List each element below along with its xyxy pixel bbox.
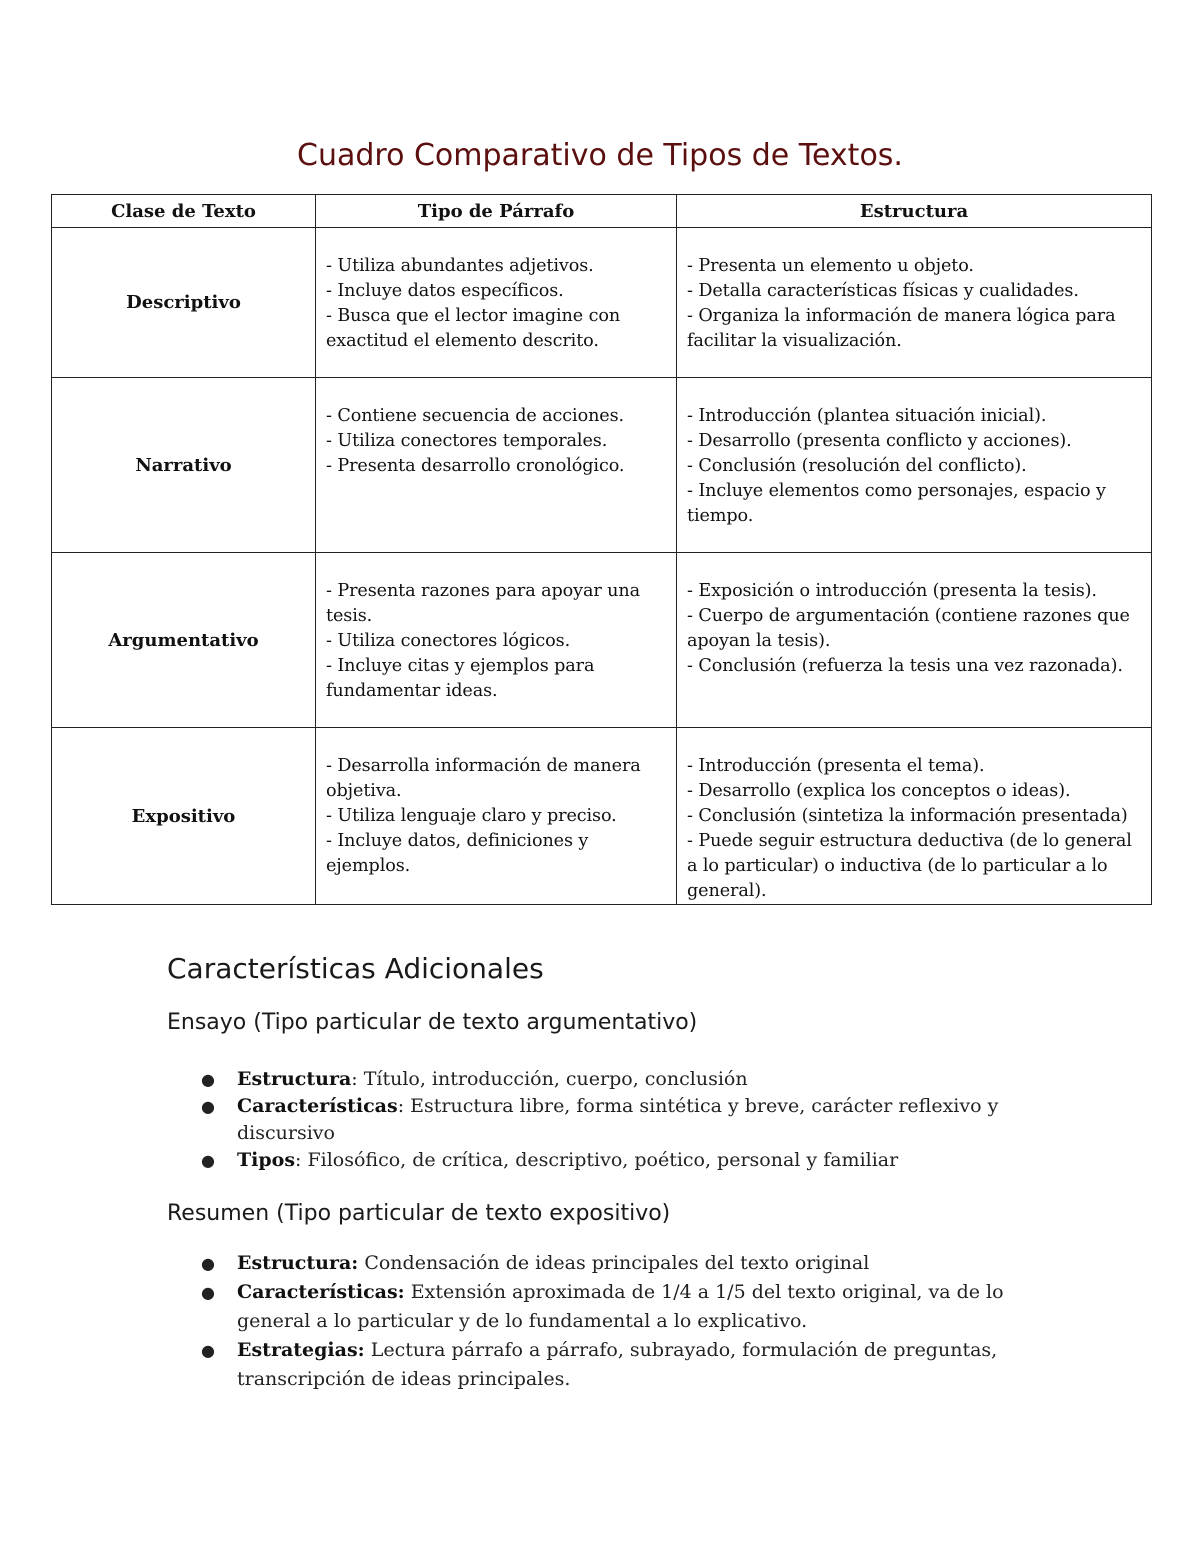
additional-heading: Características Adicionales [167,952,544,985]
cell-line: - Desarrolla información de manera objetiva. [326,756,641,801]
cell-line: - Incluye datos específicos. [326,281,564,301]
cell-line: - Introducción (presenta el tema). [687,756,985,776]
structure-cell [677,728,1152,905]
table-row [52,228,1152,378]
ensayo-list [197,1066,1007,1174]
item-label: Tipos [237,1149,296,1171]
cell-line: - Utiliza abundantes adjetivos. [326,256,594,276]
cell-line: - Conclusión (refuerza la tesis una vez razonada). [687,656,1123,676]
cell-line: - Organiza la información de manera lógica para facilitar la visualización. [687,306,1116,351]
cell-line: - Incluye citas y ejemplos para fundamentar ideas. [326,656,595,701]
structure-cell [677,553,1152,728]
cell-line: - Exposición o introducción (presenta la tesis). [687,581,1097,601]
item-text: : Filosófico, de crítica, descriptivo, poético, personal y familiar [295,1149,899,1171]
header-clase: Clase de Texto [52,195,316,228]
item-label: Características [237,1095,398,1117]
item-label: Características: [237,1281,405,1303]
item-text: : Estructura libre, forma sintética y breve, carácter reflexivo y discursivo [237,1095,999,1144]
cell-line: - Desarrollo (presenta conflicto y acciones). [687,431,1072,451]
paragraph-cell [316,553,677,728]
item-label: Estructura [237,1068,352,1090]
paragraph-cell [316,228,677,378]
row-name: Narrativo [52,378,316,553]
cell-line: - Contiene secuencia de acciones. [326,406,625,426]
cell-line: - Conclusión (resolución del conflicto). [687,456,1027,476]
structure-cell [677,378,1152,553]
item-label: Estrategias: [237,1339,365,1361]
bullet-icon: ● [201,1283,215,1302]
header-tipo-parrafo: Tipo de Párrafo [316,195,677,228]
cell-line: - Presenta razones para apoyar una tesis. [326,581,641,626]
table-row [52,553,1152,728]
cell-line: - Detalla características físicas y cualidades. [687,281,1079,301]
bullet-icon: ● [201,1070,215,1089]
table-row [52,378,1152,553]
comparison-table [51,194,1152,905]
resumen-list [197,1249,1007,1394]
list-item [197,1249,1007,1278]
bullet-icon: ● [201,1151,215,1170]
cell-line: - Incluye datos, definiciones y ejemplos. [326,831,589,876]
cell-line: - Presenta un elemento u objeto. [687,256,974,276]
cell-line: - Busca que el lector imagine con exactitud el elemento descrito. [326,306,621,351]
paragraph-cell [316,378,677,553]
cell-line: - Incluye elementos como personajes, espacio y tiempo. [687,481,1106,526]
row-name: Expositivo [52,728,316,905]
table-row [52,728,1152,905]
cell-line: - Utiliza conectores temporales. [326,431,608,451]
cell-line: - Puede seguir estructura deductiva (de lo general a lo particular) o inductiva (de lo particular a lo general). [687,831,1132,901]
item-text: Extensión aproximada de 1/4 a 1/5 del texto original, va de lo general a lo particular y de lo fundamental a lo explicativo. [237,1281,1004,1332]
cell-line: - Desarrollo (explica los conceptos o ideas). [687,781,1071,801]
cell-line: - Presenta desarrollo cronológico. [326,456,625,476]
header-estructura: Estructura [677,195,1152,228]
cell-line: - Utiliza lenguaje claro y preciso. [326,806,617,826]
structure-cell [677,228,1152,378]
item-text: Condensación de ideas principales del texto original [358,1252,870,1274]
row-name: Descriptivo [52,228,316,378]
list-item [197,1147,1007,1174]
bullet-icon: ● [201,1341,215,1360]
item-label: Estructura: [237,1252,359,1274]
list-item [197,1093,1007,1147]
list-item [197,1278,1007,1336]
table-header-row [52,195,1152,228]
paragraph-cell [316,728,677,905]
cell-line: - Cuerpo de argumentación (contiene razones que apoyan la tesis). [687,606,1130,651]
document-title: Cuadro Comparativo de Tipos de Textos. [297,138,903,173]
resumen-heading: Resumen (Tipo particular de texto expositivo) [167,1201,671,1226]
cell-line: - Utiliza conectores lógicos. [326,631,571,651]
bullet-icon: ● [201,1254,215,1273]
cell-line: - Introducción (plantea situación inicial). [687,406,1047,426]
list-item [197,1336,1007,1394]
list-item [197,1066,1007,1093]
row-name: Argumentativo [52,553,316,728]
item-text: Lectura párrafo a párrafo, subrayado, formulación de preguntas, transcripción de ideas principales. [237,1339,998,1390]
ensayo-heading: Ensayo (Tipo particular de texto argumentativo) [167,1010,698,1035]
cell-line: - Conclusión (sintetiza la información presentada) [687,806,1128,826]
bullet-icon: ● [201,1097,215,1116]
item-text: : Título, introducción, cuerpo, conclusión [351,1068,748,1090]
